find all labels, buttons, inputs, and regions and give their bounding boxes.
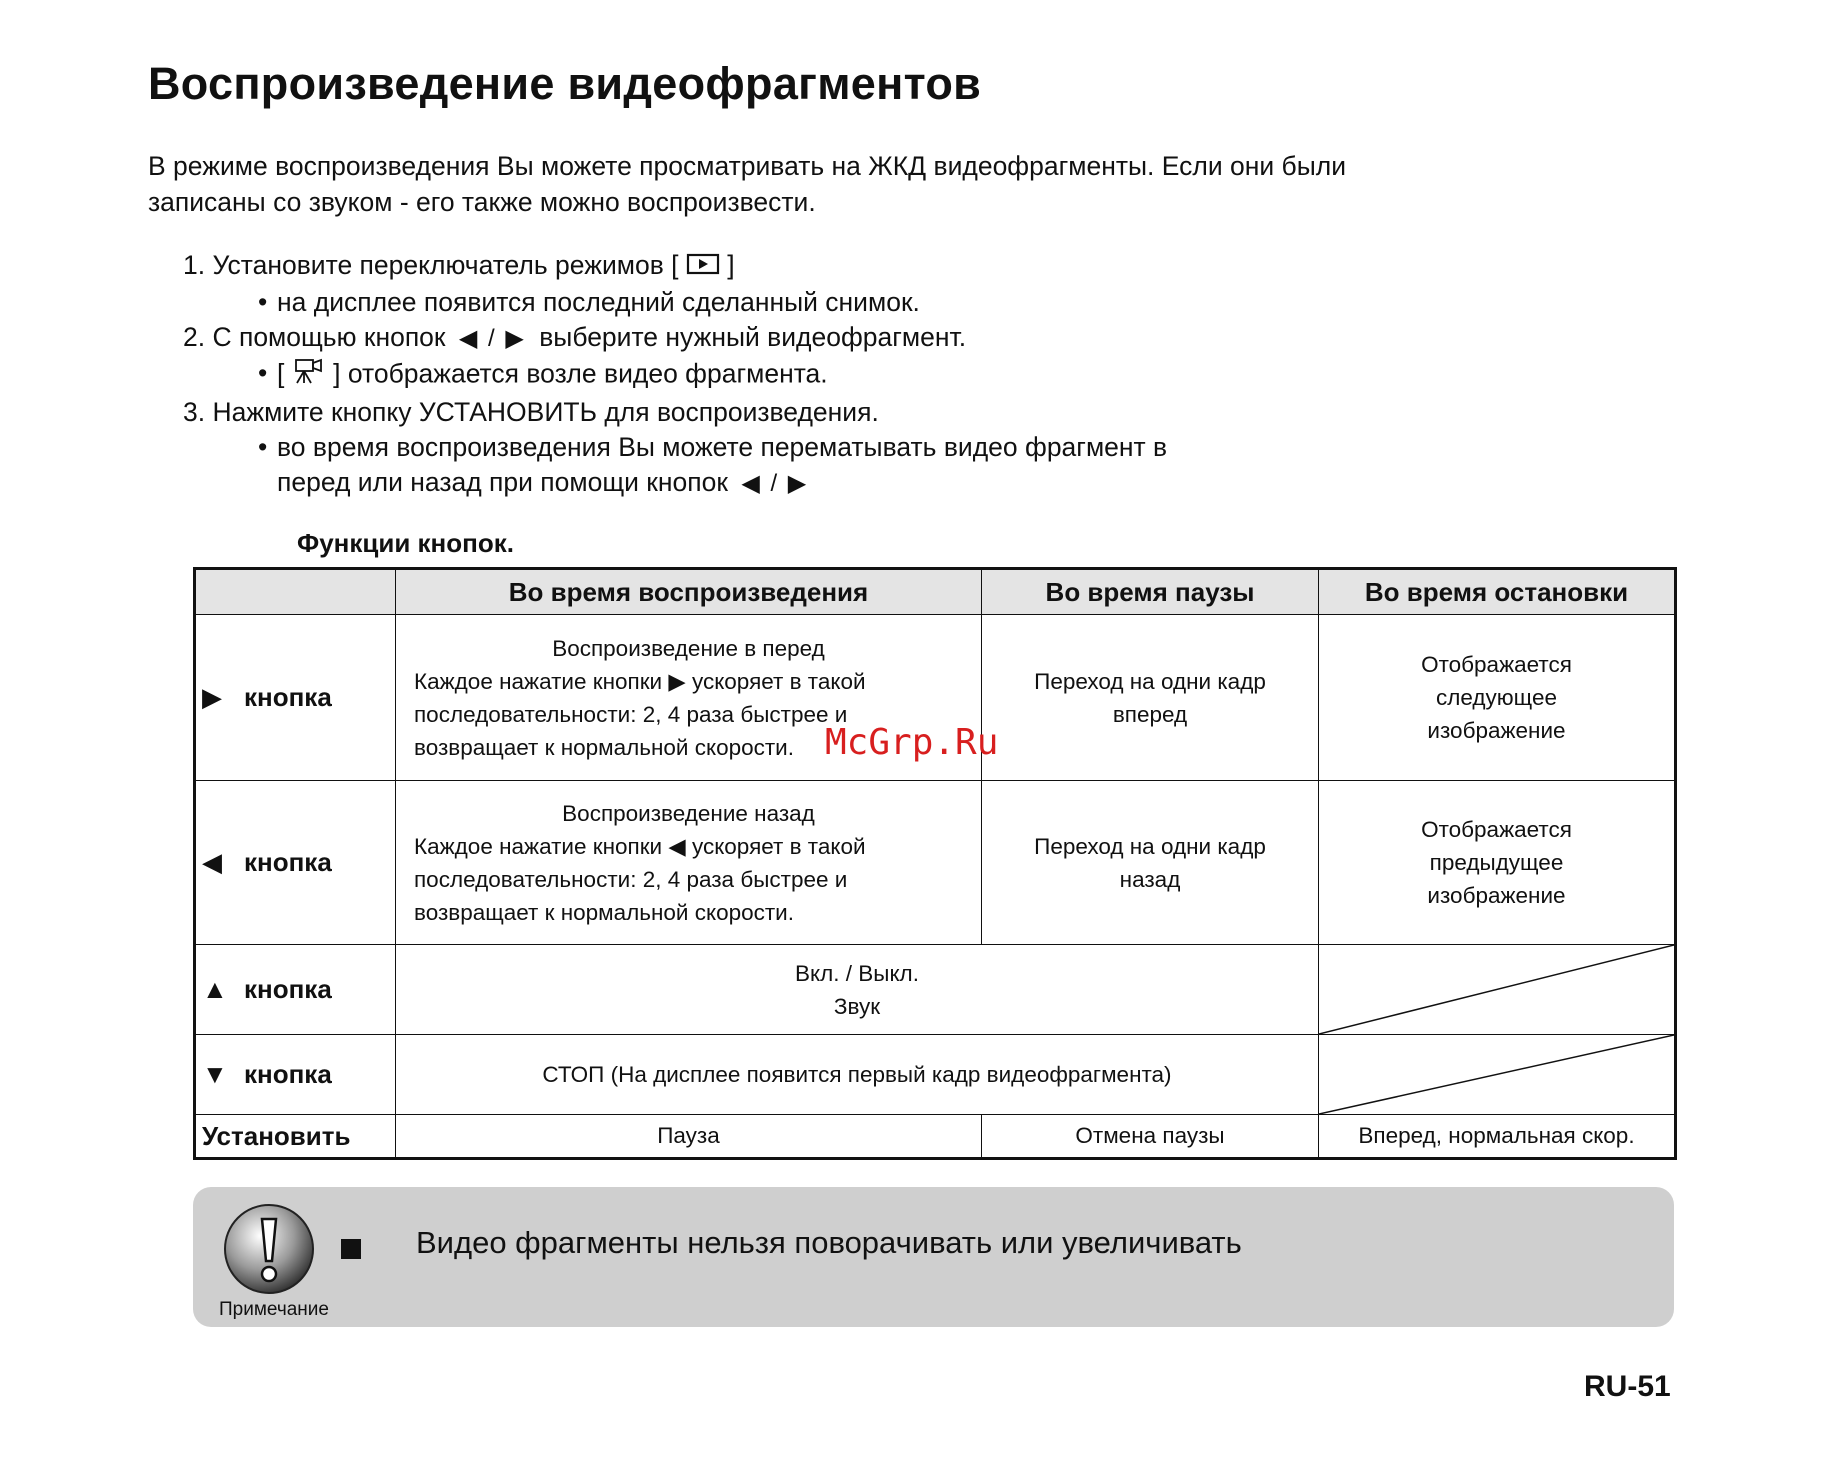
left-arrow-icon: ◀ (202, 847, 222, 877)
exclamation-icon (221, 1201, 317, 1297)
right-button-label (195, 615, 396, 781)
table-header-stop: Во время остановки (1319, 569, 1676, 615)
left-right-arrows-icon: ◀ / ▶ (741, 469, 809, 497)
left-button-label (195, 781, 396, 945)
right-button-text: кнопка (244, 682, 332, 712)
right-pause-line-2: вперед (1112, 701, 1188, 727)
bullet: • (258, 286, 268, 317)
right-playback-line-3: возвращает к нормальной скорости. (414, 734, 795, 760)
watermark: McGrp.Ru (825, 722, 999, 763)
step-1-note-text: на дисплее появится последний сделанный снимок. (277, 286, 920, 317)
note-box (193, 1187, 1674, 1327)
set-stop-cell: Вперед, нормальная скор. (1319, 1115, 1676, 1159)
up-button-label (195, 945, 396, 1035)
page-title: Воспроизведение видеофрагментов (148, 58, 982, 109)
table-row-up-button (195, 945, 1676, 1035)
table-header-row (195, 569, 1676, 615)
step-3-note-line-2 (183, 465, 1167, 501)
up-button-function-cell (396, 945, 1319, 1035)
right-playback-line-1 (414, 665, 963, 698)
down-stop-empty-cell (1319, 1035, 1676, 1115)
table-header-empty (195, 569, 396, 615)
step-1-text: 1. Установите переключатель режимов [ (183, 250, 679, 280)
note-text: Видео фрагменты нельзя поворачивать или увеличивать (416, 1225, 1242, 1260)
left-right-arrows-icon: ◀ / ▶ (458, 324, 526, 352)
step-2-note-text: ] отображается возле видео фрагмента. (333, 358, 828, 388)
table-header-pause: Во время паузы (982, 569, 1319, 615)
step-1-end: ] (727, 250, 735, 280)
left-playback-line-1a: Каждое нажатие кнопки (414, 833, 663, 859)
up-button-text: кнопка (244, 974, 332, 1004)
functions-title: Функции кнопок. (297, 528, 514, 558)
bullet: • (258, 431, 268, 462)
set-playback-cell: Пауза (396, 1115, 982, 1159)
left-button-text: кнопка (244, 847, 332, 877)
step-1 (183, 248, 1167, 285)
up-function-line-1: Вкл. / Выкл. (795, 960, 919, 986)
left-playback-title: Воспроизведение назад (562, 800, 815, 826)
right-playback-line-1b: ускоряет в такой (691, 668, 866, 694)
step-3-note-line-1 (183, 430, 1167, 465)
square-bullet-icon (341, 1239, 361, 1259)
set-button-label: Установить (195, 1115, 396, 1159)
right-arrow-icon: ▶ (668, 668, 686, 694)
right-pause-line-1: Переход на одни кадр (1034, 668, 1266, 694)
step-3: 3. Нажмите кнопку УСТАНОВИТЬ для воспроизведения. (183, 396, 879, 427)
up-stop-empty-cell (1319, 945, 1676, 1035)
right-stop-line-3: изображение (1427, 718, 1566, 743)
right-stop-cell (1319, 615, 1676, 781)
step-2 (183, 320, 1167, 356)
left-arrow-icon: ◀ (668, 833, 686, 859)
step-2-note-open: [ (277, 358, 285, 388)
intro-paragraph: В режиме воспроизведения Вы можете просматривать на ЖКД видеофрагменты. Если они были записаны со звуком - его также можно воспроизвести. (148, 151, 1347, 217)
up-function-line-2: Звук (833, 993, 881, 1019)
left-stop-line-3: изображение (1427, 883, 1566, 908)
left-pause-line-2: назад (1119, 866, 1181, 892)
step-3-note-text-1: во время воспроизведения Вы можете перематывать видео фрагмент в (277, 431, 1168, 462)
right-playback-line-2: последовательности: 2, 4 раза быстрее и (414, 701, 848, 727)
left-stop-cell (1319, 781, 1676, 945)
left-stop-line-2: предыдущее (1429, 850, 1564, 875)
table-row-down-button (195, 1035, 1676, 1115)
down-button-text: кнопка (244, 1059, 332, 1089)
table-header-playback: Во время воспроизведения (396, 569, 982, 615)
left-playback-line-3: возвращает к нормальной скорости. (414, 899, 795, 925)
left-stop-line-1: Отображается (1421, 817, 1572, 842)
left-playback-line-1b: ускоряет в такой (691, 833, 866, 859)
page-number: RU-51 (1584, 1370, 1671, 1403)
left-pause-line-1: Переход на одни кадр (1034, 833, 1266, 859)
step-2-text-a: 2. С помощью кнопок (183, 321, 446, 352)
diagonal-strike (1319, 1035, 1674, 1114)
right-pause-cell (982, 615, 1319, 781)
up-arrow-icon: ▲ (202, 974, 228, 1004)
left-playback-line-2: последовательности: 2, 4 раза быстрее и (414, 866, 848, 892)
button-functions-table (193, 567, 1677, 1160)
right-arrow-icon: ▶ (202, 682, 222, 712)
bullet: • (258, 358, 268, 388)
right-playback-title: Воспроизведение в перед (552, 635, 825, 661)
down-button-function-cell: СТОП (На дисплее появится первый кадр видеофрагмента) (396, 1035, 1319, 1115)
step-2-note (183, 356, 1167, 395)
right-playback-line-1a: Каждое нажатие кнопки (414, 668, 663, 694)
down-arrow-icon: ▼ (202, 1059, 228, 1089)
right-stop-line-1: Отображается (1421, 652, 1572, 677)
movie-camera-icon (292, 356, 326, 395)
playback-mode-icon (686, 250, 720, 285)
table-row-set-button (195, 1115, 1676, 1159)
step-3-note-text-2: перед или назад при помощи кнопок (277, 466, 728, 497)
down-button-label (195, 1035, 396, 1115)
step-1-note (183, 285, 1167, 320)
left-playback-cell (396, 781, 982, 945)
steps-list (183, 248, 1167, 501)
left-playback-line-1 (414, 830, 963, 863)
right-stop-line-2: следующее (1436, 685, 1557, 710)
table-row-left-button (195, 781, 1676, 945)
set-pause-cell: Отмена паузы (982, 1115, 1319, 1159)
note-caption: Примечание (219, 1299, 329, 1320)
left-pause-cell (982, 781, 1319, 945)
diagonal-strike (1319, 945, 1674, 1034)
step-2-text-b: выберите нужный видеофрагмент. (539, 321, 967, 352)
